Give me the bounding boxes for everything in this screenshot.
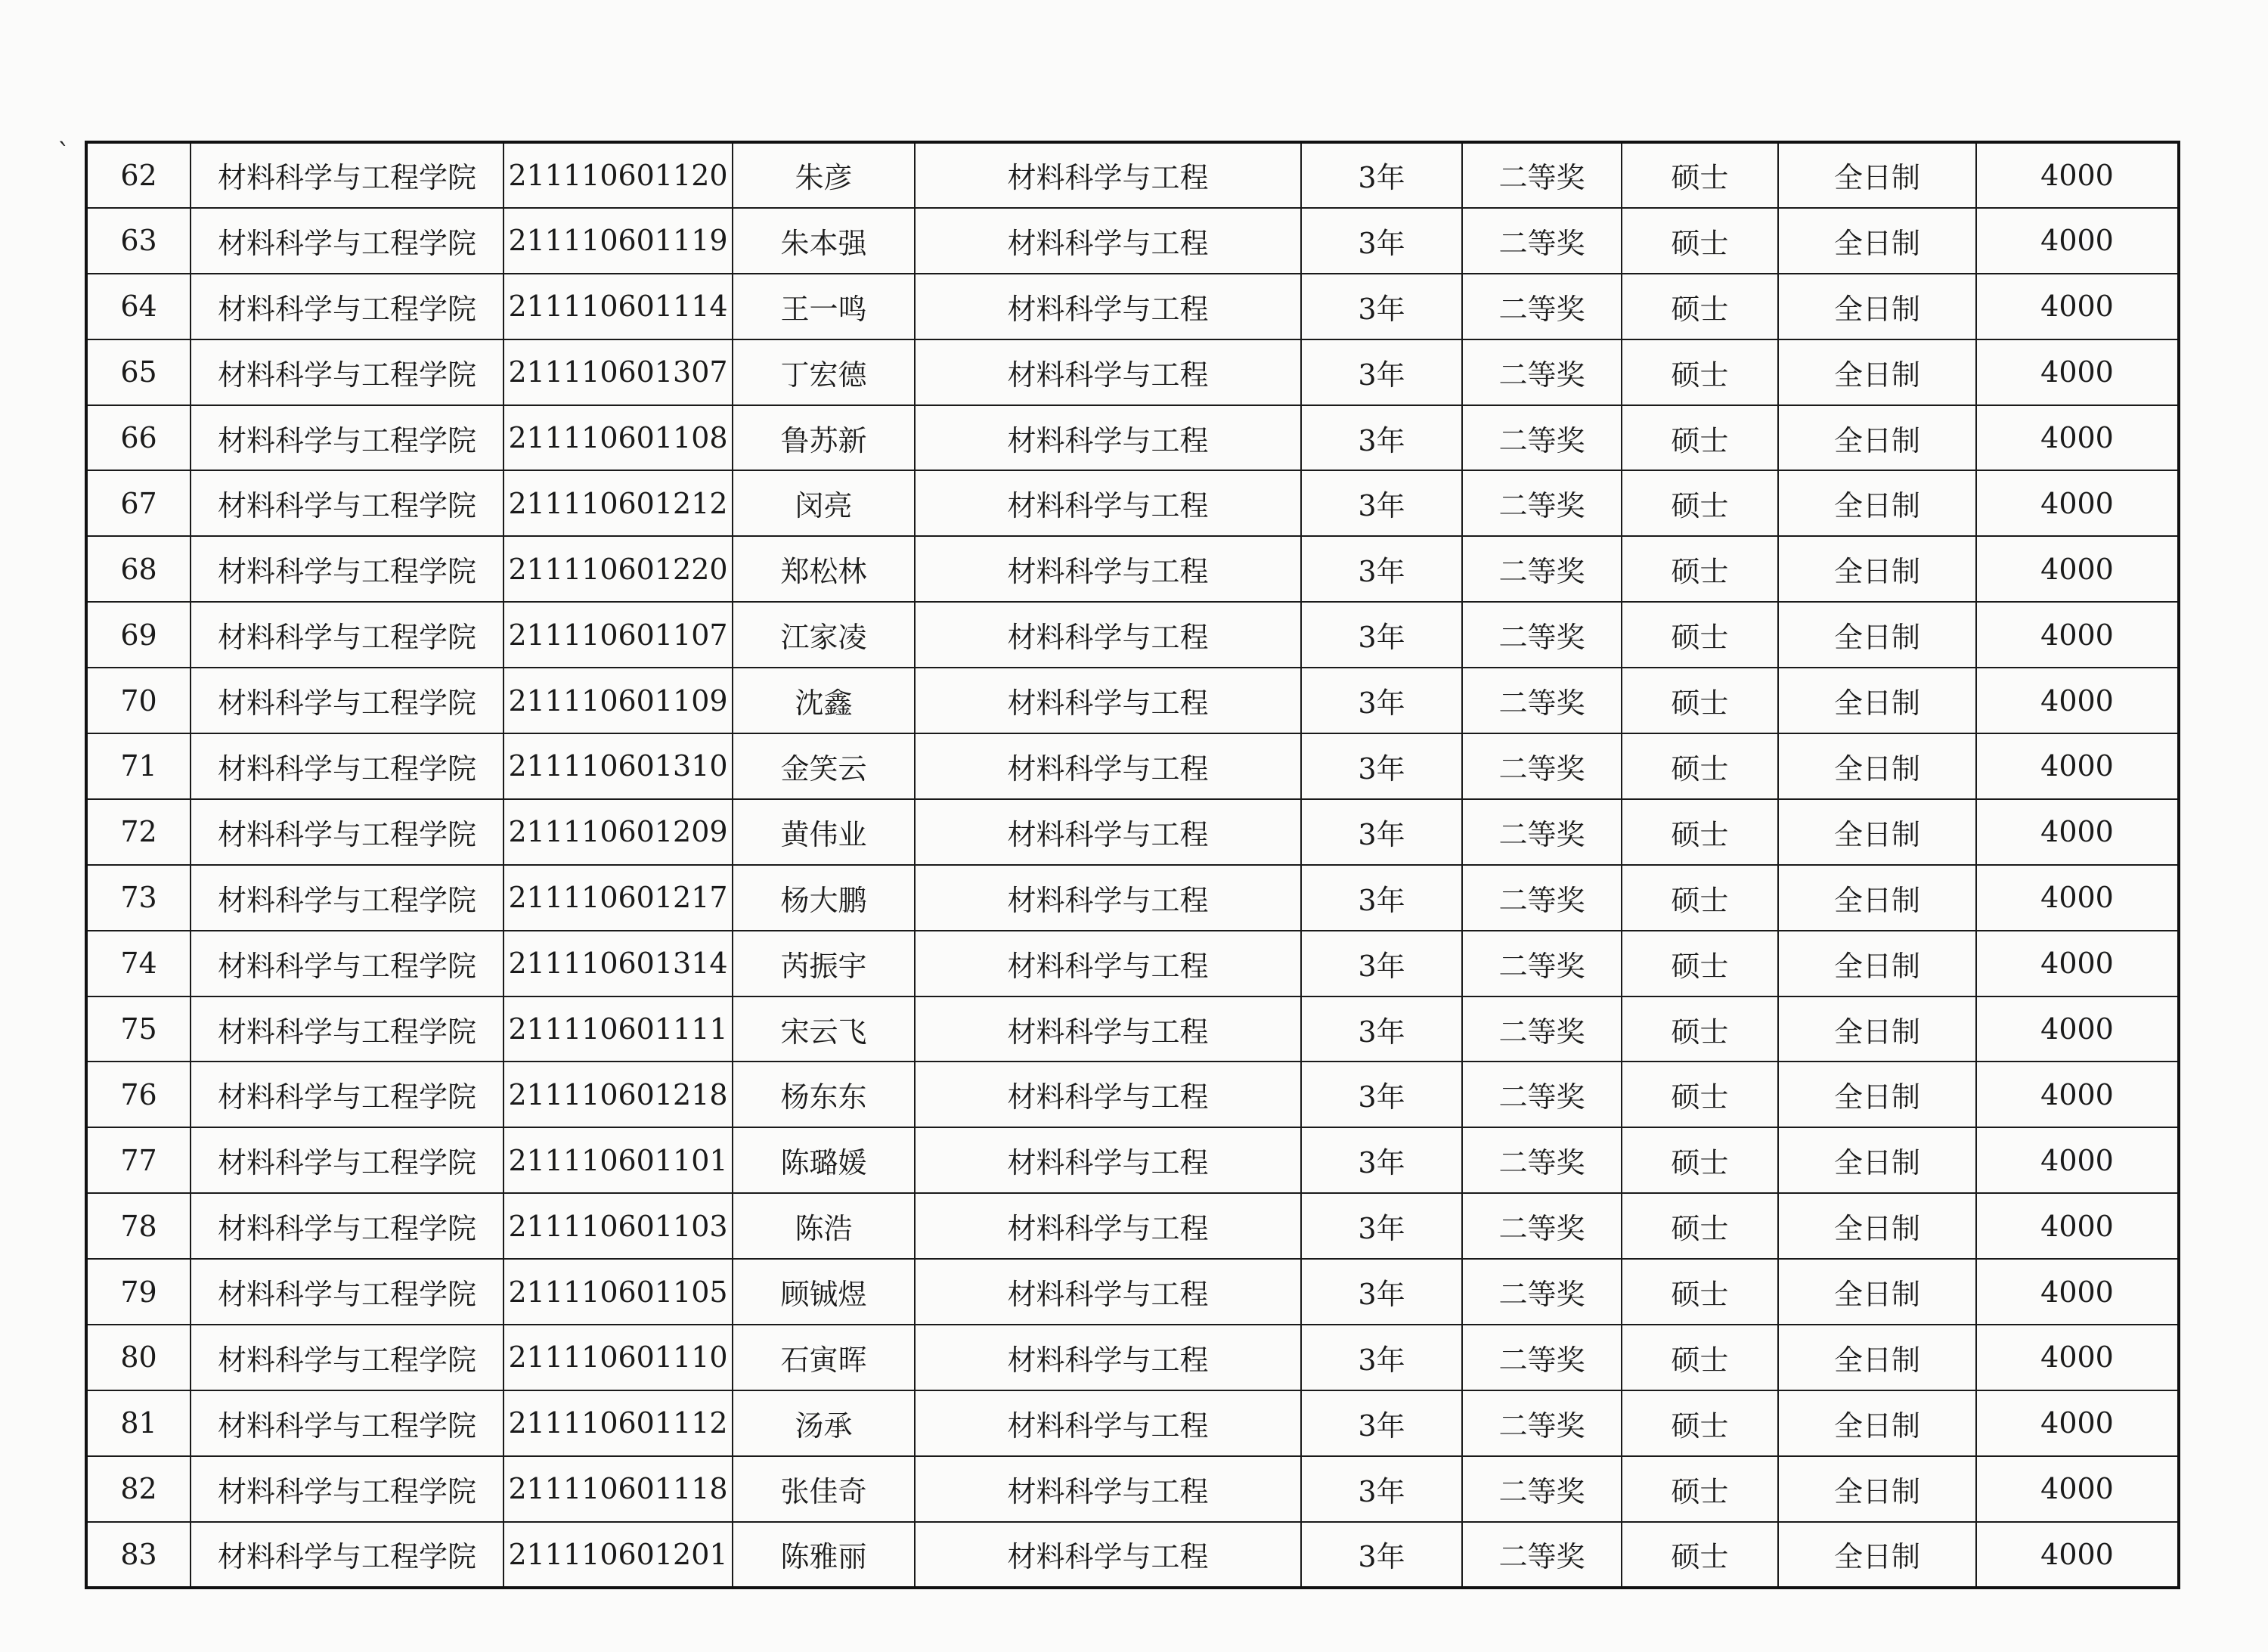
college-cell: 材料科学与工程学院 (191, 931, 503, 996)
student-name-cell: 黄伟业 (733, 799, 915, 865)
row-number: 69 (86, 602, 191, 668)
duration-cell: 3年 (1301, 733, 1462, 799)
table-row (86, 470, 2179, 536)
amount-cell: 4000 (1976, 865, 2179, 931)
study-mode-cell: 全日制 (1778, 865, 1976, 931)
duration-cell: 3年 (1301, 208, 1462, 274)
award-level-cell: 二等奖 (1462, 536, 1622, 602)
table-row (86, 142, 2179, 208)
table-row (86, 996, 2179, 1062)
study-mode-cell: 全日制 (1778, 339, 1976, 405)
degree-cell: 硕士 (1622, 1456, 1778, 1522)
degree-cell: 硕士 (1622, 931, 1778, 996)
college-cell: 材料科学与工程学院 (191, 865, 503, 931)
degree-cell: 硕士 (1622, 1127, 1778, 1193)
duration-cell: 3年 (1301, 1259, 1462, 1325)
study-mode-cell: 全日制 (1778, 668, 1976, 733)
row-number: 83 (86, 1522, 191, 1588)
college-cell: 材料科学与工程学院 (191, 1390, 503, 1456)
student-name-cell: 陈璐媛 (733, 1127, 915, 1193)
duration-cell: 3年 (1301, 142, 1462, 208)
student-id-cell: 211110601310 (503, 733, 733, 799)
award-level-cell: 二等奖 (1462, 602, 1622, 668)
degree-cell: 硕士 (1622, 733, 1778, 799)
degree-cell: 硕士 (1622, 470, 1778, 536)
student-id-cell: 211110601110 (503, 1325, 733, 1390)
row-number: 64 (86, 274, 191, 339)
duration-cell: 3年 (1301, 602, 1462, 668)
student-name-cell: 丁宏德 (733, 339, 915, 405)
award-level-cell: 二等奖 (1462, 142, 1622, 208)
row-number: 66 (86, 405, 191, 471)
student-name-cell: 芮振宇 (733, 931, 915, 996)
row-number: 78 (86, 1193, 191, 1259)
student-id-cell: 211110601114 (503, 274, 733, 339)
student-name-cell: 沈鑫 (733, 668, 915, 733)
major-cell: 材料科学与工程 (915, 1259, 1301, 1325)
major-cell: 材料科学与工程 (915, 1456, 1301, 1522)
student-id-cell: 211110601209 (503, 799, 733, 865)
degree-cell: 硕士 (1622, 1259, 1778, 1325)
award-level-cell: 二等奖 (1462, 1127, 1622, 1193)
table-row (86, 1259, 2179, 1325)
table-row (86, 799, 2179, 865)
college-cell: 材料科学与工程学院 (191, 142, 503, 208)
duration-cell: 3年 (1301, 865, 1462, 931)
college-cell: 材料科学与工程学院 (191, 996, 503, 1062)
table-row (86, 931, 2179, 996)
college-cell: 材料科学与工程学院 (191, 405, 503, 471)
amount-cell: 4000 (1976, 536, 2179, 602)
row-number: 70 (86, 668, 191, 733)
college-cell: 材料科学与工程学院 (191, 1456, 503, 1522)
duration-cell: 3年 (1301, 931, 1462, 996)
table-row (86, 1456, 2179, 1522)
major-cell: 材料科学与工程 (915, 668, 1301, 733)
row-number: 65 (86, 339, 191, 405)
college-cell: 材料科学与工程学院 (191, 1127, 503, 1193)
student-name-cell: 杨大鹏 (733, 865, 915, 931)
award-level-cell: 二等奖 (1462, 274, 1622, 339)
table-row (86, 1127, 2179, 1193)
study-mode-cell: 全日制 (1778, 1062, 1976, 1127)
duration-cell: 3年 (1301, 996, 1462, 1062)
student-name-cell: 闵亮 (733, 470, 915, 536)
major-cell: 材料科学与工程 (915, 1325, 1301, 1390)
major-cell: 材料科学与工程 (915, 799, 1301, 865)
amount-cell: 4000 (1976, 1127, 2179, 1193)
degree-cell: 硕士 (1622, 1390, 1778, 1456)
study-mode-cell: 全日制 (1778, 602, 1976, 668)
study-mode-cell: 全日制 (1778, 799, 1976, 865)
stray-mark: ` (57, 138, 70, 169)
row-number: 68 (86, 536, 191, 602)
student-id-cell: 211110601111 (503, 996, 733, 1062)
row-number: 73 (86, 865, 191, 931)
amount-cell: 4000 (1976, 208, 2179, 274)
award-level-cell: 二等奖 (1462, 208, 1622, 274)
student-id-cell: 211110601217 (503, 865, 733, 931)
student-name-cell: 陈雅丽 (733, 1522, 915, 1588)
study-mode-cell: 全日制 (1778, 405, 1976, 471)
table-row (86, 1062, 2179, 1127)
award-level-cell: 二等奖 (1462, 1456, 1622, 1522)
duration-cell: 3年 (1301, 1127, 1462, 1193)
amount-cell: 4000 (1976, 1456, 2179, 1522)
college-cell: 材料科学与工程学院 (191, 470, 503, 536)
student-id-cell: 211110601314 (503, 931, 733, 996)
study-mode-cell: 全日制 (1778, 208, 1976, 274)
award-level-cell: 二等奖 (1462, 668, 1622, 733)
amount-cell: 4000 (1976, 1325, 2179, 1390)
degree-cell: 硕士 (1622, 865, 1778, 931)
study-mode-cell: 全日制 (1778, 1127, 1976, 1193)
college-cell: 材料科学与工程学院 (191, 536, 503, 602)
row-number: 79 (86, 1259, 191, 1325)
student-name-cell: 陈浩 (733, 1193, 915, 1259)
student-id-cell: 211110601101 (503, 1127, 733, 1193)
college-cell: 材料科学与工程学院 (191, 602, 503, 668)
duration-cell: 3年 (1301, 799, 1462, 865)
table-row (86, 536, 2179, 602)
major-cell: 材料科学与工程 (915, 602, 1301, 668)
degree-cell: 硕士 (1622, 1193, 1778, 1259)
award-level-cell: 二等奖 (1462, 405, 1622, 471)
study-mode-cell: 全日制 (1778, 1390, 1976, 1456)
duration-cell: 3年 (1301, 1456, 1462, 1522)
award-level-cell: 二等奖 (1462, 339, 1622, 405)
major-cell: 材料科学与工程 (915, 405, 1301, 471)
student-id-cell: 211110601105 (503, 1259, 733, 1325)
major-cell: 材料科学与工程 (915, 1522, 1301, 1588)
roster-body (86, 142, 2179, 1588)
degree-cell: 硕士 (1622, 208, 1778, 274)
study-mode-cell: 全日制 (1778, 536, 1976, 602)
amount-cell: 4000 (1976, 733, 2179, 799)
major-cell: 材料科学与工程 (915, 339, 1301, 405)
major-cell: 材料科学与工程 (915, 470, 1301, 536)
amount-cell: 4000 (1976, 1522, 2179, 1588)
student-id-cell: 211110601201 (503, 1522, 733, 1588)
table-row (86, 602, 2179, 668)
row-number: 71 (86, 733, 191, 799)
amount-cell: 4000 (1976, 996, 2179, 1062)
degree-cell: 硕士 (1622, 1062, 1778, 1127)
college-cell: 材料科学与工程学院 (191, 1522, 503, 1588)
degree-cell: 硕士 (1622, 274, 1778, 339)
award-level-cell: 二等奖 (1462, 1193, 1622, 1259)
duration-cell: 3年 (1301, 405, 1462, 471)
study-mode-cell: 全日制 (1778, 996, 1976, 1062)
duration-cell: 3年 (1301, 1062, 1462, 1127)
major-cell: 材料科学与工程 (915, 1127, 1301, 1193)
duration-cell: 3年 (1301, 1390, 1462, 1456)
amount-cell: 4000 (1976, 931, 2179, 996)
degree-cell: 硕士 (1622, 405, 1778, 471)
student-name-cell: 鲁苏新 (733, 405, 915, 471)
study-mode-cell: 全日制 (1778, 1456, 1976, 1522)
student-id-cell: 211110601307 (503, 339, 733, 405)
student-name-cell: 王一鸣 (733, 274, 915, 339)
degree-cell: 硕士 (1622, 142, 1778, 208)
student-id-cell: 211110601108 (503, 405, 733, 471)
college-cell: 材料科学与工程学院 (191, 339, 503, 405)
college-cell: 材料科学与工程学院 (191, 1325, 503, 1390)
study-mode-cell: 全日制 (1778, 142, 1976, 208)
amount-cell: 4000 (1976, 1062, 2179, 1127)
duration-cell: 3年 (1301, 1522, 1462, 1588)
major-cell: 材料科学与工程 (915, 1062, 1301, 1127)
amount-cell: 4000 (1976, 339, 2179, 405)
degree-cell: 硕士 (1622, 996, 1778, 1062)
major-cell: 材料科学与工程 (915, 142, 1301, 208)
student-id-cell: 211110601119 (503, 208, 733, 274)
student-name-cell: 杨东东 (733, 1062, 915, 1127)
amount-cell: 4000 (1976, 668, 2179, 733)
student-id-cell: 211110601103 (503, 1193, 733, 1259)
table-row (86, 405, 2179, 471)
student-name-cell: 顾铖煜 (733, 1259, 915, 1325)
study-mode-cell: 全日制 (1778, 1259, 1976, 1325)
college-cell: 材料科学与工程学院 (191, 668, 503, 733)
duration-cell: 3年 (1301, 1325, 1462, 1390)
student-id-cell: 211110601107 (503, 602, 733, 668)
table-row (86, 1522, 2179, 1588)
study-mode-cell: 全日制 (1778, 470, 1976, 536)
student-id-cell: 211110601218 (503, 1062, 733, 1127)
study-mode-cell: 全日制 (1778, 1522, 1976, 1588)
degree-cell: 硕士 (1622, 1522, 1778, 1588)
row-number: 75 (86, 996, 191, 1062)
award-level-cell: 二等奖 (1462, 733, 1622, 799)
row-number: 80 (86, 1325, 191, 1390)
degree-cell: 硕士 (1622, 668, 1778, 733)
study-mode-cell: 全日制 (1778, 1193, 1976, 1259)
amount-cell: 4000 (1976, 799, 2179, 865)
major-cell: 材料科学与工程 (915, 865, 1301, 931)
award-level-cell: 二等奖 (1462, 799, 1622, 865)
study-mode-cell: 全日制 (1778, 931, 1976, 996)
degree-cell: 硕士 (1622, 536, 1778, 602)
table-row (86, 339, 2179, 405)
amount-cell: 4000 (1976, 602, 2179, 668)
major-cell: 材料科学与工程 (915, 996, 1301, 1062)
award-level-cell: 二等奖 (1462, 996, 1622, 1062)
student-name-cell: 张佳奇 (733, 1456, 915, 1522)
student-name-cell: 金笑云 (733, 733, 915, 799)
table-row (86, 733, 2179, 799)
degree-cell: 硕士 (1622, 799, 1778, 865)
student-name-cell: 朱本强 (733, 208, 915, 274)
degree-cell: 硕士 (1622, 602, 1778, 668)
table-row (86, 1193, 2179, 1259)
award-level-cell: 二等奖 (1462, 1259, 1622, 1325)
major-cell: 材料科学与工程 (915, 1390, 1301, 1456)
student-id-cell: 211110601220 (503, 536, 733, 602)
row-number: 76 (86, 1062, 191, 1127)
degree-cell: 硕士 (1622, 339, 1778, 405)
college-cell: 材料科学与工程学院 (191, 1259, 503, 1325)
award-roster-table (85, 141, 2180, 1589)
student-name-cell: 郑松林 (733, 536, 915, 602)
row-number: 81 (86, 1390, 191, 1456)
amount-cell: 4000 (1976, 470, 2179, 536)
row-number: 63 (86, 208, 191, 274)
row-number: 72 (86, 799, 191, 865)
table-row (86, 668, 2179, 733)
award-level-cell: 二等奖 (1462, 931, 1622, 996)
duration-cell: 3年 (1301, 339, 1462, 405)
amount-cell: 4000 (1976, 405, 2179, 471)
table-row (86, 865, 2179, 931)
study-mode-cell: 全日制 (1778, 274, 1976, 339)
table-row (86, 274, 2179, 339)
major-cell: 材料科学与工程 (915, 208, 1301, 274)
student-name-cell: 江家凌 (733, 602, 915, 668)
major-cell: 材料科学与工程 (915, 1193, 1301, 1259)
degree-cell: 硕士 (1622, 1325, 1778, 1390)
student-name-cell: 汤承 (733, 1390, 915, 1456)
student-id-cell: 211110601118 (503, 1456, 733, 1522)
award-level-cell: 二等奖 (1462, 865, 1622, 931)
major-cell: 材料科学与工程 (915, 274, 1301, 339)
student-id-cell: 211110601120 (503, 142, 733, 208)
award-level-cell: 二等奖 (1462, 1522, 1622, 1588)
student-id-cell: 211110601212 (503, 470, 733, 536)
row-number: 74 (86, 931, 191, 996)
duration-cell: 3年 (1301, 668, 1462, 733)
duration-cell: 3年 (1301, 1193, 1462, 1259)
row-number: 82 (86, 1456, 191, 1522)
major-cell: 材料科学与工程 (915, 931, 1301, 996)
amount-cell: 4000 (1976, 142, 2179, 208)
study-mode-cell: 全日制 (1778, 733, 1976, 799)
student-id-cell: 211110601112 (503, 1390, 733, 1456)
college-cell: 材料科学与工程学院 (191, 274, 503, 339)
major-cell: 材料科学与工程 (915, 733, 1301, 799)
amount-cell: 4000 (1976, 1390, 2179, 1456)
award-level-cell: 二等奖 (1462, 470, 1622, 536)
college-cell: 材料科学与工程学院 (191, 1193, 503, 1259)
award-level-cell: 二等奖 (1462, 1325, 1622, 1390)
table-row (86, 1325, 2179, 1390)
student-name-cell: 朱彦 (733, 142, 915, 208)
amount-cell: 4000 (1976, 1193, 2179, 1259)
amount-cell: 4000 (1976, 274, 2179, 339)
student-name-cell: 石寅晖 (733, 1325, 915, 1390)
duration-cell: 3年 (1301, 470, 1462, 536)
duration-cell: 3年 (1301, 536, 1462, 602)
row-number: 77 (86, 1127, 191, 1193)
college-cell: 材料科学与工程学院 (191, 208, 503, 274)
table-row (86, 1390, 2179, 1456)
row-number: 62 (86, 142, 191, 208)
college-cell: 材料科学与工程学院 (191, 799, 503, 865)
study-mode-cell: 全日制 (1778, 1325, 1976, 1390)
award-level-cell: 二等奖 (1462, 1062, 1622, 1127)
major-cell: 材料科学与工程 (915, 536, 1301, 602)
duration-cell: 3年 (1301, 274, 1462, 339)
row-number: 67 (86, 470, 191, 536)
student-name-cell: 宋云飞 (733, 996, 915, 1062)
college-cell: 材料科学与工程学院 (191, 1062, 503, 1127)
student-id-cell: 211110601109 (503, 668, 733, 733)
award-level-cell: 二等奖 (1462, 1390, 1622, 1456)
table-row (86, 208, 2179, 274)
college-cell: 材料科学与工程学院 (191, 733, 503, 799)
amount-cell: 4000 (1976, 1259, 2179, 1325)
